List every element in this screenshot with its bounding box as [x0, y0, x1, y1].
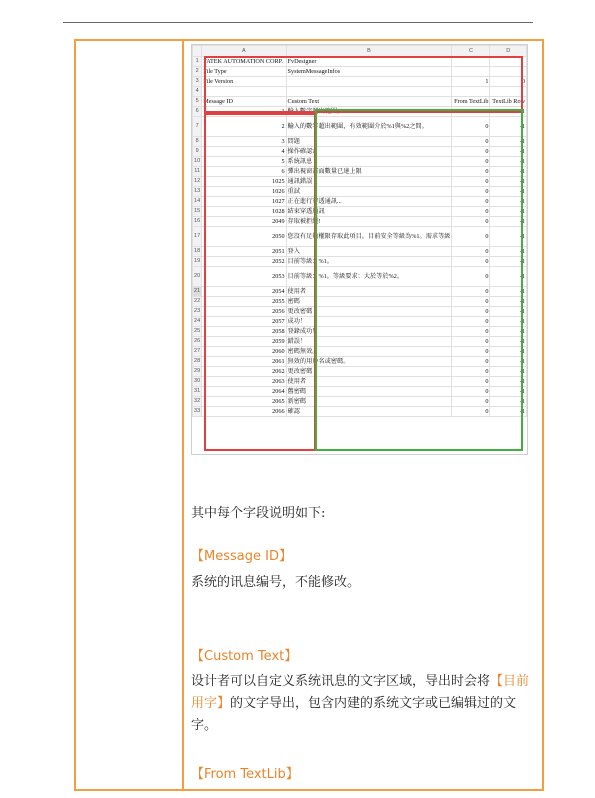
message-row [193, 317, 527, 327]
row-number: 17 [193, 227, 202, 247]
message-id-description: 系统的讯息编号，不能修改。 [191, 575, 361, 590]
cell-b [286, 87, 452, 97]
message-row [193, 297, 527, 307]
textlib-row-cell: -1 [490, 207, 527, 217]
row-number: 30 [193, 377, 202, 387]
from-textlib-cell: 0 [452, 357, 490, 367]
message-id-cell: 2050 [202, 227, 286, 247]
custom-text-cell: 輸入的數字超出範圍，有效範圍介於%1與%2之間。 [286, 117, 452, 137]
message-id-cell: 2056 [202, 307, 286, 317]
corner-cell [193, 46, 202, 57]
textlib-row-cell: -1 [490, 347, 527, 357]
sheet-row [193, 57, 527, 67]
custom-text-cell: 結束穿透通訊 [286, 207, 452, 217]
from-textlib-cell: 0 [452, 387, 490, 397]
custom-text-cell: 成功！ [286, 317, 452, 327]
custom-text-cell: 系統訊息 [286, 157, 452, 167]
message-id-cell: 4 [202, 147, 286, 157]
message-id-cell: 2059 [202, 337, 286, 347]
message-id-cell: 2057 [202, 317, 286, 327]
sheet-row [193, 67, 527, 77]
sheet-row [193, 97, 527, 107]
message-id-cell: 2 [202, 117, 286, 137]
message-id-cell: 2062 [202, 367, 286, 377]
custom-text-cell: 無效的用戶名或密碼。 [286, 357, 452, 367]
from-textlib-cell: 0 [452, 377, 490, 387]
custom-text-cell: 問題 [286, 137, 452, 147]
from-textlib-cell: 0 [452, 347, 490, 357]
cell-a: File Version [202, 77, 286, 87]
message-id-cell: 2049 [202, 217, 286, 227]
row-number: 8 [193, 137, 202, 147]
row-number: 21 [193, 287, 202, 297]
custom-text-cell: 使用者 [286, 287, 452, 297]
message-row [193, 347, 527, 357]
message-id-cell: 2065 [202, 397, 286, 407]
message-row [193, 177, 527, 187]
row-number: 25 [193, 327, 202, 337]
from-textlib-cell: 0 [452, 407, 490, 417]
message-id-cell: 2058 [202, 327, 286, 337]
from-textlib-cell: 0 [452, 337, 490, 347]
custom-text-cell: 操作確認? [286, 147, 452, 157]
textlib-row-cell: -1 [490, 247, 527, 257]
row-number: 4 [193, 87, 202, 97]
intro-text: 其中每个字段说明如下: [191, 506, 326, 521]
column-letter: D [490, 46, 527, 57]
message-id-cell: 5 [202, 157, 286, 167]
message-row [193, 257, 527, 267]
row-number: 9 [193, 147, 202, 157]
textlib-row-cell: -1 [490, 307, 527, 317]
row-number: 27 [193, 347, 202, 357]
message-id-heading: 【Message ID】 [191, 549, 292, 564]
row-number: 2 [193, 67, 202, 77]
message-id-cell: 2066 [202, 407, 286, 417]
custom-text-cell: 更改密碼 [286, 367, 452, 377]
message-row [193, 357, 527, 367]
row-number: 19 [193, 257, 202, 267]
row-number: 7 [193, 117, 202, 137]
row-number: 26 [193, 337, 202, 347]
textlib-row-cell: -1 [490, 167, 527, 177]
row-number: 18 [193, 247, 202, 257]
textlib-row-cell: -1 [490, 387, 527, 397]
from-textlib-cell: 0 [452, 117, 490, 137]
custom-text-cell: 密碼無效。 [286, 347, 452, 357]
message-id-cell: 2061 [202, 357, 286, 367]
message-id-cell: 2063 [202, 377, 286, 387]
textlib-row-cell: -1 [490, 407, 527, 417]
row-number: 15 [193, 207, 202, 217]
custom-text-cell: 登錄成功！ [286, 327, 452, 337]
custom-text-cell: 目前等級：%1。 [286, 257, 452, 267]
textlib-row-cell: -1 [490, 177, 527, 187]
textlib-row-cell: -1 [490, 287, 527, 297]
message-id-cell: 2053 [202, 267, 286, 287]
row-number: 6 [193, 107, 202, 117]
from-textlib-cell: 0 [452, 307, 490, 317]
from-textlib-cell: 0 [452, 247, 490, 257]
message-id-cell: 3 [202, 137, 286, 147]
message-id-cell: 2051 [202, 247, 286, 257]
message-row [193, 327, 527, 337]
message-row [193, 217, 527, 227]
from-textlib-cell: 0 [452, 137, 490, 147]
row-number: 23 [193, 307, 202, 317]
message-id-cell: 1025 [202, 177, 286, 187]
cell-a: Message ID [202, 97, 286, 107]
frame-column-divider [182, 39, 184, 791]
custom-text-cell: 確認 [286, 407, 452, 417]
custom-text-cell: 目前等級：%1。等級要求：大於等於%2。 [286, 267, 452, 287]
row-number: 22 [193, 297, 202, 307]
from-textlib-cell: 0 [452, 187, 490, 197]
message-row [193, 157, 527, 167]
cell-c: 1 [452, 77, 490, 87]
message-row [193, 107, 527, 117]
column-letter: C [452, 46, 490, 57]
from-textlib-cell: 0 [452, 287, 490, 297]
textlib-row-cell: -1 [490, 297, 527, 307]
row-number: 3 [193, 77, 202, 87]
cell-b [286, 77, 452, 87]
message-row [193, 207, 527, 217]
message-row [193, 167, 527, 177]
custom-text-description-part2: 的文字导出，包含内建的系统文字或已编辑过的文字。 [191, 696, 517, 733]
row-number: 24 [193, 317, 202, 327]
custom-text-cell: 通訊錯誤 [286, 177, 452, 187]
spreadsheet-grid [192, 45, 527, 417]
message-id-cell: 1028 [202, 207, 286, 217]
textlib-row-cell: -1 [490, 147, 527, 157]
textlib-row-cell: -1 [490, 217, 527, 227]
row-number: 14 [193, 197, 202, 207]
sheet-row [193, 87, 527, 97]
custom-text-cell: 存取被拒絕! [286, 217, 452, 227]
cell-a [202, 87, 286, 97]
from-textlib-cell: 0 [452, 217, 490, 227]
message-row [193, 287, 527, 297]
cell-a: FATEK AUTOMATION CORP. [202, 57, 286, 67]
page-top-rule [63, 22, 533, 23]
cell-d: 0 [490, 77, 527, 87]
sheet-row [193, 77, 527, 87]
message-row [193, 227, 527, 247]
row-number: 28 [193, 357, 202, 367]
custom-text-cell: 輸入數字超出範圍。 [286, 107, 452, 117]
row-number: 33 [193, 407, 202, 417]
message-id-cell: 1027 [202, 197, 286, 207]
row-number: 12 [193, 177, 202, 187]
custom-text-cell: 錯誤！ [286, 337, 452, 347]
from-textlib-cell: 0 [452, 267, 490, 287]
row-number: 5 [193, 97, 202, 107]
cell-c: From TextLib [452, 97, 490, 107]
from-textlib-cell: 0 [452, 107, 490, 117]
from-textlib-heading: 【From TextLib】 [191, 767, 299, 782]
from-textlib-cell: 0 [452, 367, 490, 377]
textlib-row-cell: -1 [490, 317, 527, 327]
message-row [193, 337, 527, 347]
message-id-cell: 2052 [202, 257, 286, 267]
column-letter: A [202, 46, 286, 57]
textlib-row-cell: -1 [490, 337, 527, 347]
spreadsheet-screenshot [191, 44, 528, 455]
cell-a: File Type [202, 67, 286, 77]
from-textlib-cell: 0 [452, 227, 490, 247]
textlib-row-cell: -1 [490, 157, 527, 167]
from-textlib-cell: 0 [452, 177, 490, 187]
message-row [193, 387, 527, 397]
from-textlib-cell: 0 [452, 197, 490, 207]
custom-text-cell: 舊密碼 [286, 387, 452, 397]
from-textlib-cell: 0 [452, 147, 490, 157]
row-number: 20 [193, 267, 202, 287]
from-textlib-cell: 0 [452, 257, 490, 267]
message-row [193, 307, 527, 317]
spreadsheet-body [193, 57, 527, 417]
textlib-row-cell: -1 [490, 257, 527, 267]
textlib-row-cell: -1 [490, 377, 527, 387]
row-number: 32 [193, 397, 202, 407]
cell-d [490, 57, 527, 67]
from-textlib-cell: 0 [452, 297, 490, 307]
textlib-row-cell: -1 [490, 117, 527, 137]
row-number: 11 [193, 167, 202, 177]
from-textlib-cell: 0 [452, 317, 490, 327]
message-id-cell: 6 [202, 167, 286, 177]
custom-text-cell: 正在進行穿透通訊... [286, 197, 452, 207]
message-row [193, 147, 527, 157]
custom-text-description-part1: 设计者可以自定义系统讯息的文字区域，导出时会将 [191, 674, 491, 689]
custom-text-cell: 您沒有足夠權限存取此項目。目前安全等級為%1。需求等級 [286, 227, 452, 247]
textlib-row-cell: -1 [490, 187, 527, 197]
current-text-highlight: 【目前用字】 [191, 674, 530, 711]
textlib-row-cell: -1 [490, 137, 527, 147]
from-textlib-cell: 0 [452, 167, 490, 177]
row-number: 31 [193, 387, 202, 397]
cell-d: TextLib Row [490, 97, 527, 107]
message-id-cell: 2055 [202, 297, 286, 307]
from-textlib-cell: 0 [452, 207, 490, 217]
message-row [193, 397, 527, 407]
custom-text-cell: 密碼 [286, 297, 452, 307]
row-number: 10 [193, 157, 202, 167]
custom-text-cell: 更改密碼 [286, 307, 452, 317]
message-row [193, 137, 527, 147]
textlib-row-cell: -1 [490, 107, 527, 117]
message-row [193, 407, 527, 417]
from-textlib-cell: 0 [452, 397, 490, 407]
custom-text-cell: 登入 [286, 247, 452, 257]
message-id-cell: 1 [202, 107, 286, 117]
message-row [193, 197, 527, 207]
custom-text-cell: 新密碼 [286, 397, 452, 407]
custom-text-cell: 重試 [286, 187, 452, 197]
textlib-row-cell: -1 [490, 367, 527, 377]
textlib-row-cell: -1 [490, 357, 527, 367]
message-id-cell: 2064 [202, 387, 286, 397]
message-row [193, 367, 527, 377]
message-id-cell: 2054 [202, 287, 286, 297]
custom-text-heading: 【Custom Text】 [191, 649, 298, 664]
textlib-row-cell: -1 [490, 397, 527, 407]
message-row [193, 267, 527, 287]
cell-b: SystemMessageInfos [286, 67, 452, 77]
custom-text-cell: 彈出視窗畫面數量已達上限 [286, 167, 452, 177]
cell-c [452, 57, 490, 67]
column-letter: B [286, 46, 452, 57]
from-textlib-cell: 0 [452, 157, 490, 167]
row-number: 1 [193, 57, 202, 67]
textlib-row-cell: -1 [490, 267, 527, 287]
cell-b: FvDesigner [286, 57, 452, 67]
cell-d [490, 87, 527, 97]
message-row [193, 187, 527, 197]
row-number: 13 [193, 187, 202, 197]
column-header-row [193, 46, 527, 57]
row-number: 29 [193, 367, 202, 377]
cell-c [452, 67, 490, 77]
cell-d [490, 67, 527, 77]
cell-b: Custom Text [286, 97, 452, 107]
textlib-row-cell: -1 [490, 227, 527, 247]
from-textlib-cell: 0 [452, 327, 490, 337]
message-row [193, 377, 527, 387]
custom-text-cell: 使用者 [286, 377, 452, 387]
message-row [193, 247, 527, 257]
custom-text-description [191, 671, 541, 737]
cell-c [452, 87, 490, 97]
message-row [193, 117, 527, 137]
textlib-row-cell: -1 [490, 327, 527, 337]
message-id-cell: 1026 [202, 187, 286, 197]
row-number: 16 [193, 217, 202, 227]
message-id-cell: 2060 [202, 347, 286, 357]
textlib-row-cell: -1 [490, 197, 527, 207]
